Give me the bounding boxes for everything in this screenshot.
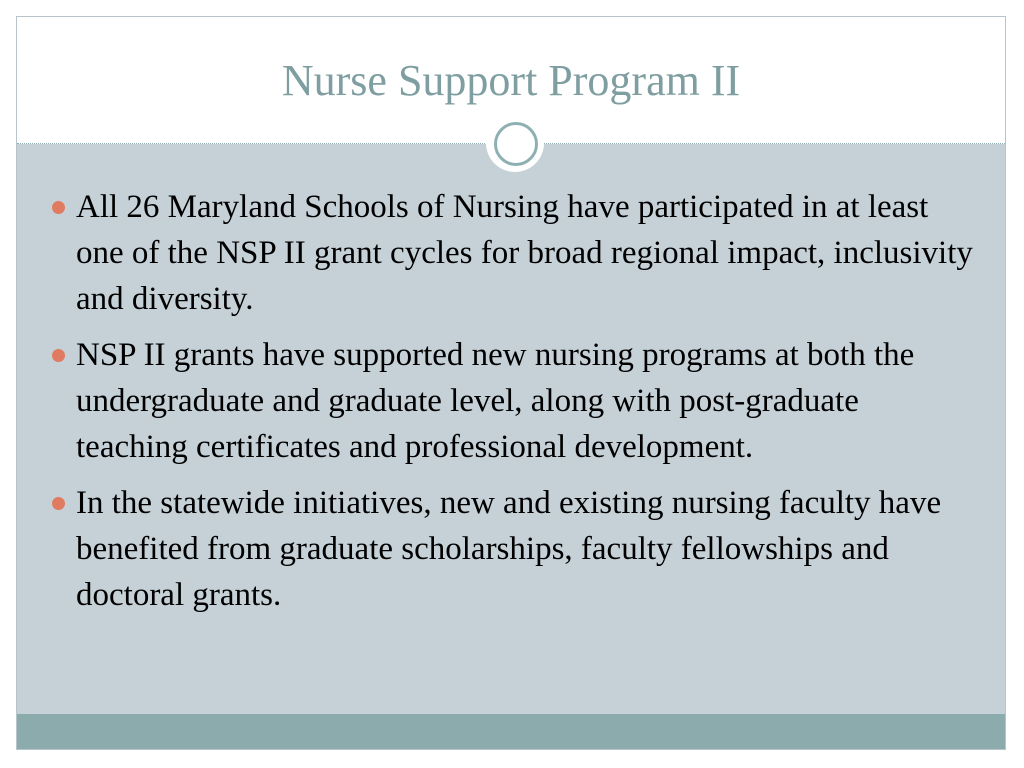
- footer-band: [17, 714, 1005, 749]
- bullet-item: [48, 184, 978, 322]
- slide-title: Nurse Support Program II: [281, 56, 741, 105]
- bullet-item: [48, 332, 978, 470]
- circle-ring: [494, 122, 538, 166]
- bullet-dot-icon: [52, 497, 65, 510]
- slide: [16, 16, 1006, 750]
- bullet-dot-icon: [52, 201, 65, 214]
- bullet-item: [48, 480, 978, 618]
- bullet-list: [48, 184, 978, 628]
- bullet-text: In the statewide initiatives, new and existing nursing faculty have benefited from graduate scholarships, faculty fellowships and doctoral grants.: [76, 485, 942, 613]
- bullet-dot-icon: [52, 349, 65, 362]
- bullet-text: All 26 Maryland Schools of Nursing have participated in at least one of the NSP II grant cycles for broad regional impact, inclusivity and diversity.: [76, 189, 973, 317]
- circle-ornament-icon: [486, 114, 544, 172]
- bullet-text: NSP II grants have supported new nursing programs at both the undergraduate and graduate level, along with post-graduate teaching certificates and professional development.: [76, 337, 915, 465]
